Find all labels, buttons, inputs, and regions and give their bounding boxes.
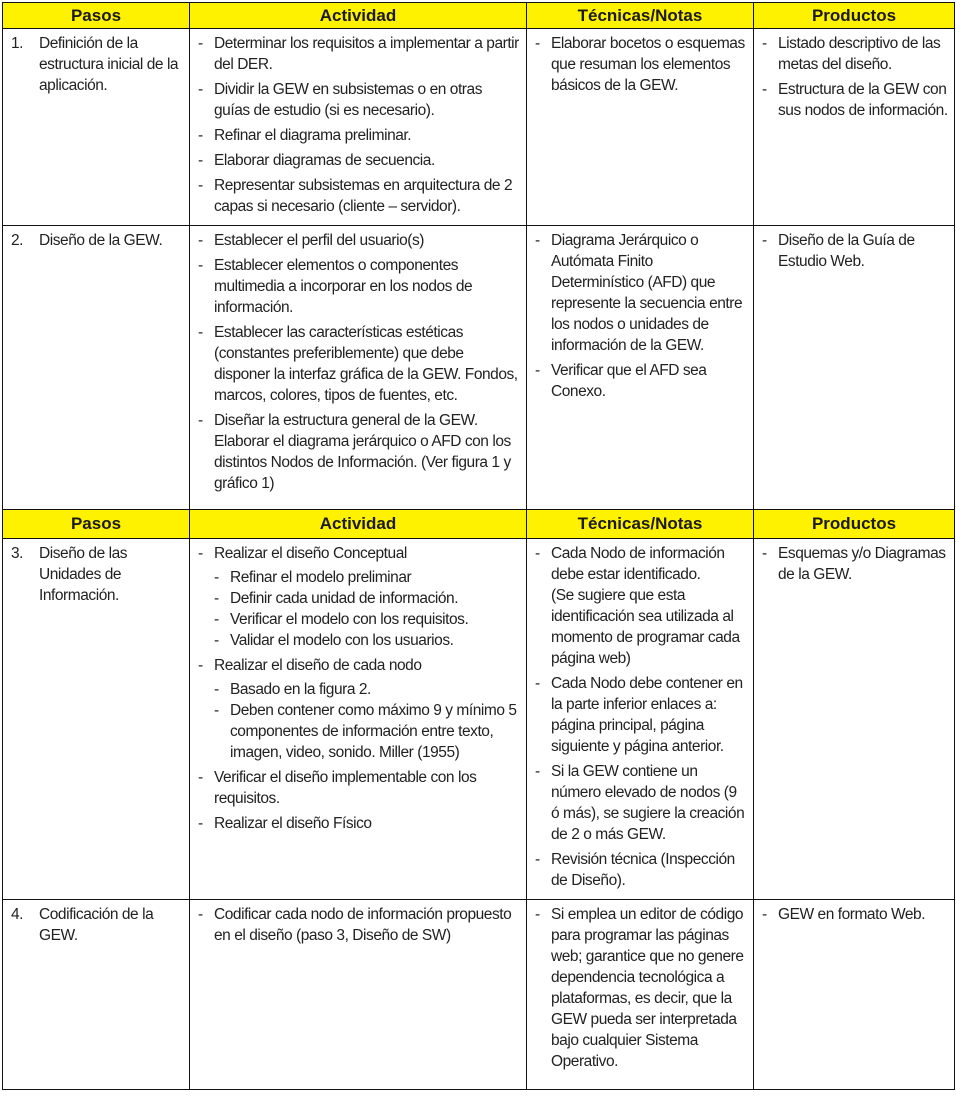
- column-header-tecnicas: Técnicas/Notas: [527, 510, 754, 539]
- table-row: [3, 539, 955, 900]
- table-row: [3, 29, 955, 226]
- actividad-cell: [190, 226, 527, 510]
- actividad-cell: [190, 900, 527, 1090]
- productos-item: [762, 79, 948, 121]
- tecnicas-item-text: Cada Nodo de información debe estar identificado.: [551, 545, 725, 583]
- actividad-subitem: - Basado en la figura 2.: [214, 679, 520, 700]
- tecnicas-item-note: (Se sugiere que esta identificación sea utilizada al momento de programar cada página web): [551, 587, 740, 667]
- productos-list: [762, 543, 948, 585]
- productos-item-text: Estructura de la GEW con sus nodos de información.: [778, 81, 948, 119]
- step-title: Diseño de la GEW.: [39, 232, 163, 249]
- pasos-cell: [3, 900, 190, 1090]
- tecnicas-item: [535, 761, 747, 845]
- tecnicas-item: [535, 360, 747, 402]
- step-title: Definición de la estructura inicial de la aplicación.: [39, 35, 179, 94]
- column-header-pasos: Pasos: [3, 3, 190, 29]
- actividad-sublist: [214, 567, 520, 651]
- column-header-productos: Productos: [754, 3, 955, 29]
- header-row: [3, 510, 955, 539]
- actividad-item: [198, 410, 520, 494]
- step-title: Diseño de las Unidades de Información.: [39, 545, 128, 604]
- tecnicas-item: [535, 230, 747, 356]
- step-number: 2.: [11, 232, 24, 249]
- actividad-item: [198, 175, 520, 217]
- step-number: 4.: [11, 906, 24, 923]
- pasos-cell: [3, 226, 190, 510]
- actividad-item: [198, 79, 520, 121]
- actividad-subitem: - Deben contener como máximo 9 y mínimo 5 componentes de información entre texto, imagen, video, sonido. Miller (1955): [214, 700, 520, 763]
- actividad-item-text: Realizar el diseño Físico: [214, 815, 372, 832]
- actividad-subitem: - Verificar el modelo con los requisitos.: [214, 609, 520, 630]
- actividad-list: [198, 230, 520, 494]
- header-row: [3, 3, 955, 29]
- actividad-item: [198, 543, 520, 651]
- column-header-actividad: Actividad: [190, 510, 527, 539]
- tecnicas-cell: [527, 539, 754, 900]
- productos-item-text: Diseño de la Guía de Estudio Web.: [778, 232, 915, 270]
- tecnicas-item: [535, 33, 747, 96]
- productos-item: [762, 904, 948, 925]
- tecnicas-item-text: Revisión técnica (Inspección de Diseño).: [551, 851, 735, 889]
- productos-item-text: Listado descriptivo de las metas del diseño.: [778, 35, 941, 73]
- methodology-table: [2, 2, 955, 1090]
- productos-list: [762, 33, 948, 121]
- actividad-item-text: Realizar el diseño de cada nodo: [214, 657, 422, 674]
- actividad-item: [198, 655, 520, 763]
- column-header-productos: Productos: [754, 510, 955, 539]
- actividad-item: [198, 125, 520, 146]
- actividad-item-text: Representar subsistemas en arquitectura de 2 capas si necesario (cliente – servidor).: [214, 177, 513, 215]
- column-header-tecnicas: Técnicas/Notas: [527, 3, 754, 29]
- productos-item: [762, 33, 948, 75]
- actividad-subitem: - Definir cada unidad de información.: [214, 588, 520, 609]
- productos-item: [762, 230, 948, 272]
- actividad-item: [198, 230, 520, 251]
- actividad-item-text: Elaborar diagramas de secuencia.: [214, 152, 435, 169]
- tecnicas-list: [535, 230, 747, 402]
- productos-cell: [754, 29, 955, 226]
- tecnicas-cell: [527, 29, 754, 226]
- actividad-item: [198, 813, 520, 834]
- actividad-item-text: Establecer elementos o componentes multimedia a incorporar en los nodos de información.: [214, 257, 473, 316]
- actividad-item-text: Determinar los requisitos a implementar a partir del DER.: [214, 35, 519, 73]
- tecnicas-item: [535, 673, 747, 757]
- actividad-item: [198, 767, 520, 809]
- tecnicas-cell: [527, 226, 754, 510]
- tecnicas-item-text: Si la GEW contiene un número elevado de nodos (9 ó más), se sugiere la creación de 2 o más GEW.: [551, 763, 745, 843]
- tecnicas-item: [535, 849, 747, 891]
- actividad-subitem: - Validar el modelo con los usuarios.: [214, 630, 520, 651]
- productos-item: [762, 543, 948, 585]
- actividad-item-text: Codificar cada nodo de información propuesto en el diseño (paso 3, Diseño de SW): [214, 906, 512, 944]
- productos-cell: [754, 539, 955, 900]
- tecnicas-item-text: Elaborar bocetos o esquemas que resuman los elementos básicos de la GEW.: [551, 35, 745, 94]
- actividad-list: [198, 543, 520, 834]
- productos-item-text: GEW en formato Web.: [778, 906, 926, 923]
- actividad-item-text: Verificar el diseño implementable con los requisitos.: [214, 769, 477, 807]
- tecnicas-list: [535, 904, 747, 1072]
- tecnicas-item-text: Si emplea un editor de código para programar las páginas web; garantice que no genere dependencia tecnológica a plataformas, es decir, que la GEW pueda ser interpretada bajo cualquier Sistema Operativo.: [551, 906, 744, 1070]
- actividad-item-text: Realizar el diseño Conceptual: [214, 545, 407, 562]
- column-header-actividad: Actividad: [190, 3, 527, 29]
- actividad-cell: [190, 29, 527, 226]
- actividad-item: [198, 150, 520, 171]
- tecnicas-list: [535, 33, 747, 96]
- pasos-cell: [3, 29, 190, 226]
- productos-cell: [754, 226, 955, 510]
- actividad-item-text: Dividir la GEW en subsistemas o en otras guías de estudio (si es necesario).: [214, 81, 482, 119]
- actividad-item-text: Establecer el perfil del usuario(s): [214, 232, 424, 249]
- table-row: [3, 226, 955, 510]
- productos-item-text: Esquemas y/o Diagramas de la GEW.: [778, 545, 946, 583]
- step-number: 1.: [11, 35, 24, 52]
- actividad-item-text: Diseñar la estructura general de la GEW. Elaborar el diagrama jerárquico o AFD con los distintos Nodos de Información. (Ver figura 1 y gráfico 1): [214, 412, 511, 492]
- actividad-item: [198, 904, 520, 946]
- actividad-item: [198, 255, 520, 318]
- column-header-pasos: Pasos: [3, 510, 190, 539]
- tecnicas-item: [535, 543, 747, 669]
- pasos-cell: [3, 539, 190, 900]
- table-row: [3, 900, 955, 1090]
- tecnicas-item: [535, 904, 747, 1072]
- actividad-item: [198, 322, 520, 406]
- actividad-item: [198, 33, 520, 75]
- tecnicas-item-text: Verificar que el AFD sea Conexo.: [551, 362, 707, 400]
- actividad-sublist: [214, 679, 520, 763]
- actividad-subitem: - Refinar el modelo preliminar: [214, 567, 520, 588]
- actividad-list: [198, 904, 520, 946]
- productos-list: [762, 904, 948, 925]
- step-title: Codificación de la GEW.: [39, 906, 154, 944]
- tecnicas-item-text: Diagrama Jerárquico o Autómata Finito Determinístico (AFD) que represente la secuencia entre los nodos o unidades de información de la GEW.: [551, 232, 743, 354]
- productos-cell: [754, 900, 955, 1090]
- actividad-item-text: Establecer las características estéticas (constantes preferiblemente) que debe disponer la interfaz gráfica de la GEW. Fondos, marcos, colores, tipos de fuentes, etc.: [214, 324, 518, 404]
- actividad-cell: [190, 539, 527, 900]
- productos-list: [762, 230, 948, 272]
- tecnicas-cell: [527, 900, 754, 1090]
- step-number: 3.: [11, 545, 24, 562]
- tecnicas-item-text: Cada Nodo debe contener en la parte inferior enlaces a: página principal, página siguiente y página anterior.: [551, 675, 743, 755]
- actividad-list: [198, 33, 520, 217]
- actividad-item-text: Refinar el diagrama preliminar.: [214, 127, 412, 144]
- tecnicas-list: [535, 543, 747, 891]
